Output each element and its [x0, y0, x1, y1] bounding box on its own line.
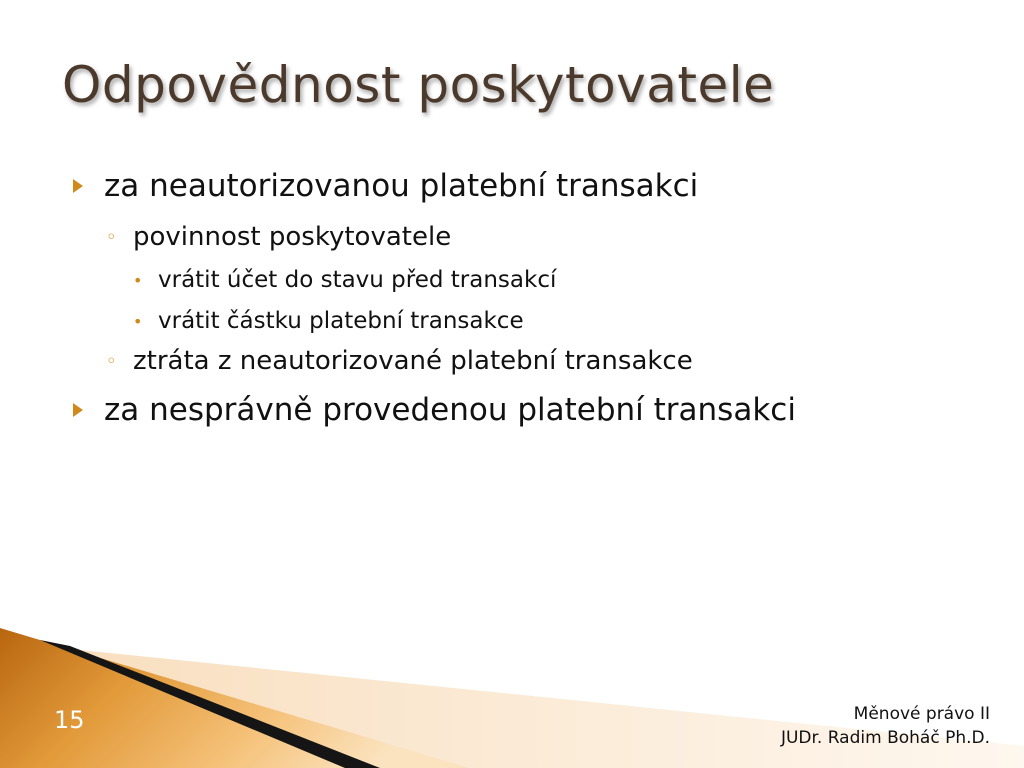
bullet-text: vrátit účet do stavu před transakcí — [158, 267, 557, 293]
bullet-text: za nesprávně provedenou platební transakci — [104, 392, 796, 428]
dot-bullet-icon: • — [133, 270, 143, 290]
bullet-text: vrátit částku platební transakce — [158, 308, 524, 334]
triangle-right-icon — [72, 402, 104, 418]
bullet-item-level1 — [72, 392, 796, 428]
page-number: 15 — [54, 706, 85, 734]
footer-course: Měnové právo II — [853, 704, 990, 724]
slide-title: Odpovědnost poskytovatele — [62, 56, 775, 114]
ring-bullet-icon: ◦ — [106, 226, 117, 248]
bullet-item-level2 — [106, 346, 693, 376]
footer — [781, 702, 990, 750]
bullet-item-level3 — [133, 267, 556, 293]
ring-bullet-icon: ◦ — [106, 350, 117, 372]
dot-bullet-icon: • — [133, 311, 143, 331]
bullet-text: za neautorizovanou platební transakci — [104, 168, 699, 204]
bullet-item-level1 — [72, 168, 698, 204]
bullet-item-level3 — [133, 308, 524, 334]
bullet-item-level2 — [106, 222, 451, 252]
bullet-text: povinnost poskytovatele — [133, 222, 452, 252]
triangle-right-icon — [72, 178, 104, 194]
footer-author: JUDr. Radim Boháč Ph.D. — [780, 728, 990, 748]
bullet-text: ztráta z neautorizované platební transakce — [133, 346, 693, 376]
